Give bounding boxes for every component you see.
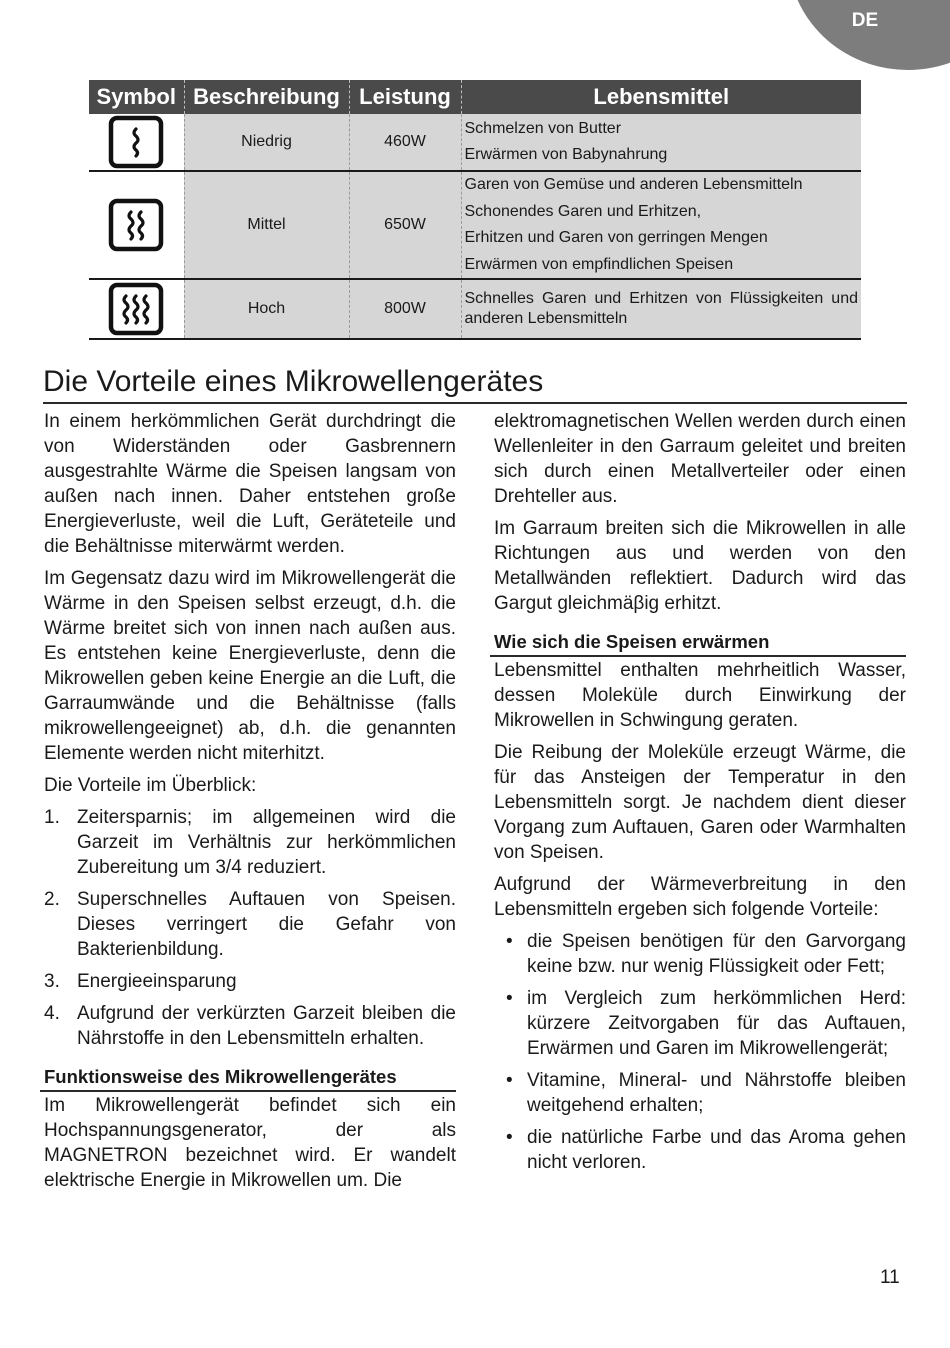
- bullet-text: die Speisen benötigen für den Garvorgang keine bzw. nur wenig Flüssigkeit oder Fett;: [527, 931, 906, 977]
- subheading-heating: Wie sich die Speisen erwärmen: [490, 630, 906, 657]
- advantages-list: [494, 929, 906, 1175]
- paragraph: Lebensmittel enthalten mehrheitlich Wasser, dessen Moleküle durch Einwirkung der Mikrowellen in Schwingung geraten.: [494, 660, 906, 731]
- food-item: Schnelles Garen und Erhitzen von Flüssigkeiten und anderen Lebensmitteln: [464, 290, 858, 327]
- description-cell: Niedrig: [184, 114, 349, 171]
- power-levels-table: [89, 80, 861, 340]
- list-number: 4.: [44, 1003, 60, 1024]
- bullet-item: [494, 929, 906, 979]
- table-row: [89, 114, 861, 171]
- description-cell: Mittel: [184, 171, 349, 279]
- right-column: [494, 409, 906, 1182]
- table-row: [89, 171, 861, 279]
- foods-cell: [461, 279, 861, 339]
- bullet-icon: •: [506, 1070, 513, 1091]
- food-item: Erwärmen von empfindlichen Speisen: [464, 255, 734, 273]
- bullet-icon: •: [506, 1127, 513, 1148]
- paragraph: elektromagnetischen Wellen werden durch einen Wellenleiter in den Garraum geleitet und breiten sich durch einen Metallverteiler oder einen Drehteller aus.: [494, 411, 906, 507]
- bullet-text: im Vergleich zum herkömmlichen Herd: kürzere Zeitvorgaben für das Auftauen, Erwärmen und Garen im Mikrowellengerät;: [527, 988, 906, 1059]
- food-item: Erwärmen von Babynahrung: [464, 146, 668, 163]
- bullet-icon: •: [506, 988, 513, 1009]
- food-item: Schmelzen von Butter: [464, 119, 622, 137]
- food-item: Erhitzen und Garen von gerringen Mengen: [464, 229, 768, 246]
- section-title: Die Vorteile eines Mikrowellengerätes: [43, 364, 907, 404]
- table-row: [89, 279, 861, 339]
- language-badge: DE: [851, 10, 879, 31]
- foods-cell: [461, 171, 861, 279]
- list-text: Energieeinsparung: [77, 971, 237, 992]
- foods-cell: [461, 114, 861, 171]
- list-number: 3.: [44, 971, 60, 992]
- power-cell: 650W: [349, 171, 461, 279]
- header-symbol: Symbol: [89, 80, 184, 114]
- food-item: Garen von Gemüse und anderen Lebensmitteln: [464, 176, 803, 193]
- paragraph: Im Garraum breiten sich die Mikrowellen in alle Richtungen aus und werden von den Metallwänden reflektiert. Dadurch wird das Gargut gleichmäβig erhitzt.: [494, 518, 906, 614]
- triple-wave-icon: [108, 281, 164, 337]
- description-cell: Hoch: [184, 279, 349, 339]
- single-wave-icon: [108, 114, 164, 170]
- list-text: Superschnelles Auftauen von Speisen. Dieses verringert die Gefahr von Bakterienbildung.: [77, 889, 456, 960]
- bullet-item: [494, 986, 906, 1061]
- food-item: Schonendes Garen und Erhitzen,: [464, 202, 702, 220]
- list-number: 2.: [44, 889, 60, 910]
- symbol-cell: [89, 114, 184, 171]
- left-column: [44, 409, 456, 1200]
- paragraph: Aufgrund der Wärmeverbreitung in den Lebensmitteln ergeben sich folgende Vorteile:: [494, 874, 906, 920]
- header-power: Leistung: [349, 80, 461, 114]
- table-header-row: [89, 80, 861, 114]
- symbol-cell: [89, 279, 184, 339]
- paragraph: Die Vorteile im Überblick:: [44, 775, 257, 796]
- symbol-cell: [89, 171, 184, 279]
- paragraph: Im Mikrowellengerät befindet sich ein Hochspannungsgenerator, der als MAGNETRON bezeichnet wird. Er wandelt elektrische Energie in Mikrowellen um. Die: [44, 1095, 456, 1191]
- bullet-item: [494, 1068, 906, 1118]
- power-cell: 460W: [349, 114, 461, 171]
- paragraph: In einem herkömmlichen Gerät durchdringt die von Widerständen oder Gasbrennern ausgestrahlte Wärme die Speisen langsam von außen nach innen. Daher entstehen große Energieverluste, weil die Luft, Geräteteile und die Behältnisse miterwärmt werden.: [44, 411, 456, 557]
- power-cell: 800W: [349, 279, 461, 339]
- bullet-item: [494, 1125, 906, 1175]
- paragraph: Die Reibung der Moleküle erzeugt Wärme, die für das Ansteigen der Temperatur in den Lebensmitteln sorgt. Je nachdem dient dieser Vorgang zum Auftauen, Garen oder Warmhalten von Speisen.: [494, 742, 906, 863]
- list-number: 1.: [44, 807, 60, 828]
- bullet-icon: •: [506, 931, 513, 952]
- list-item: [44, 1001, 456, 1051]
- double-wave-icon: [108, 197, 164, 253]
- paragraph: Im Gegensatz dazu wird im Mikrowellengerät die Wärme in den Speisen selbst erzeugt, d.h. die Wärme breitet sich von innen nach außen aus. Es entstehen keine Energieverluste, denn die Mikrowellen geben keine Energie an die Luft, die Garraumwände und die Behältnisse (falls mikrowellengeeignet) ab, d.h. die genannten Elemente werden nicht miterhitzt.: [44, 568, 456, 764]
- bullet-text: Vitamine, Mineral- und Nährstoffe bleiben weitgehend erhalten;: [527, 1070, 906, 1116]
- benefits-list: [44, 805, 456, 1051]
- list-text: Zeitersparnis; im allgemeinen wird die Garzeit im Verhältnis zur herkömmlichen Zubereitung um 3/4 reduziert.: [77, 807, 456, 878]
- subheading-function: Funktionsweise des Mikrowellengerätes: [40, 1065, 456, 1092]
- list-item: [44, 969, 456, 994]
- list-text: Aufgrund der verkürzten Garzeit bleiben die Nährstoffe in den Lebensmitteln erhalten.: [77, 1003, 456, 1049]
- list-item: [44, 805, 456, 880]
- bullet-text: die natürliche Farbe und das Aroma gehen nicht verloren.: [527, 1127, 906, 1173]
- header-foods: Lebensmittel: [461, 80, 861, 114]
- header-description: Beschreibung: [184, 80, 349, 114]
- list-item: [44, 887, 456, 962]
- page-number: 11: [880, 1267, 900, 1288]
